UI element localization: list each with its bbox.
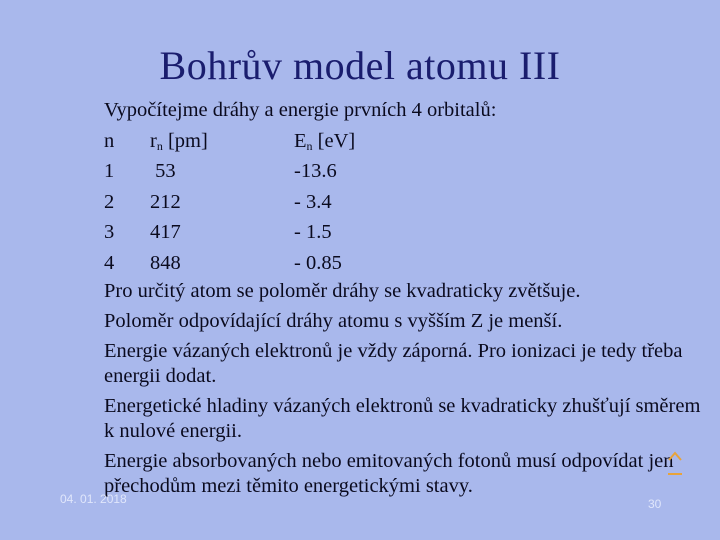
slide-title: Bohrův model atomu III <box>159 43 561 88</box>
table-row: 1 53 -13.6 <box>104 160 337 182</box>
paragraph: Energetické hladiny vázaných elektronů se kvadraticky zhušťují směrem k nulové energii. <box>104 395 701 442</box>
header-n: n <box>104 129 115 152</box>
slide-content <box>104 95 704 499</box>
table-header <box>104 126 704 157</box>
table-row: 3 417 - 1.5 <box>104 221 332 243</box>
header-energy: $E_n$ [eV] <box>294 129 356 153</box>
table-row: 4 848 - 0.85 <box>104 251 342 274</box>
intro-text: Vypočítejme dráhy a energie prvních 4 orbitalů: <box>104 99 497 121</box>
paragraph: Pro určitý atom se poloměr dráhy se kvadraticky zvětšuje. <box>104 280 581 302</box>
header-radius: $r_n$ [pm] <box>150 129 208 153</box>
paragraph: Energie vázaných elektronů je vždy záporná. Pro ionizaci je tedy třeba energii dodat. <box>104 340 683 387</box>
paragraph: Energie absorbovaných nebo emitovaných fotonů musí odpovídat jen přechodům mezi těmito energetickými stavy. <box>104 450 674 497</box>
up-arrow-icon[interactable] <box>665 448 685 478</box>
footer-date: 04. 01. 2018 <box>60 492 127 506</box>
paragraph: Poloměr odpovídající dráhy atomu s vyšším Z je menší. <box>104 310 563 332</box>
slide-number: 30 <box>648 497 662 511</box>
table-row: 2 212 - 3.4 <box>104 190 332 213</box>
